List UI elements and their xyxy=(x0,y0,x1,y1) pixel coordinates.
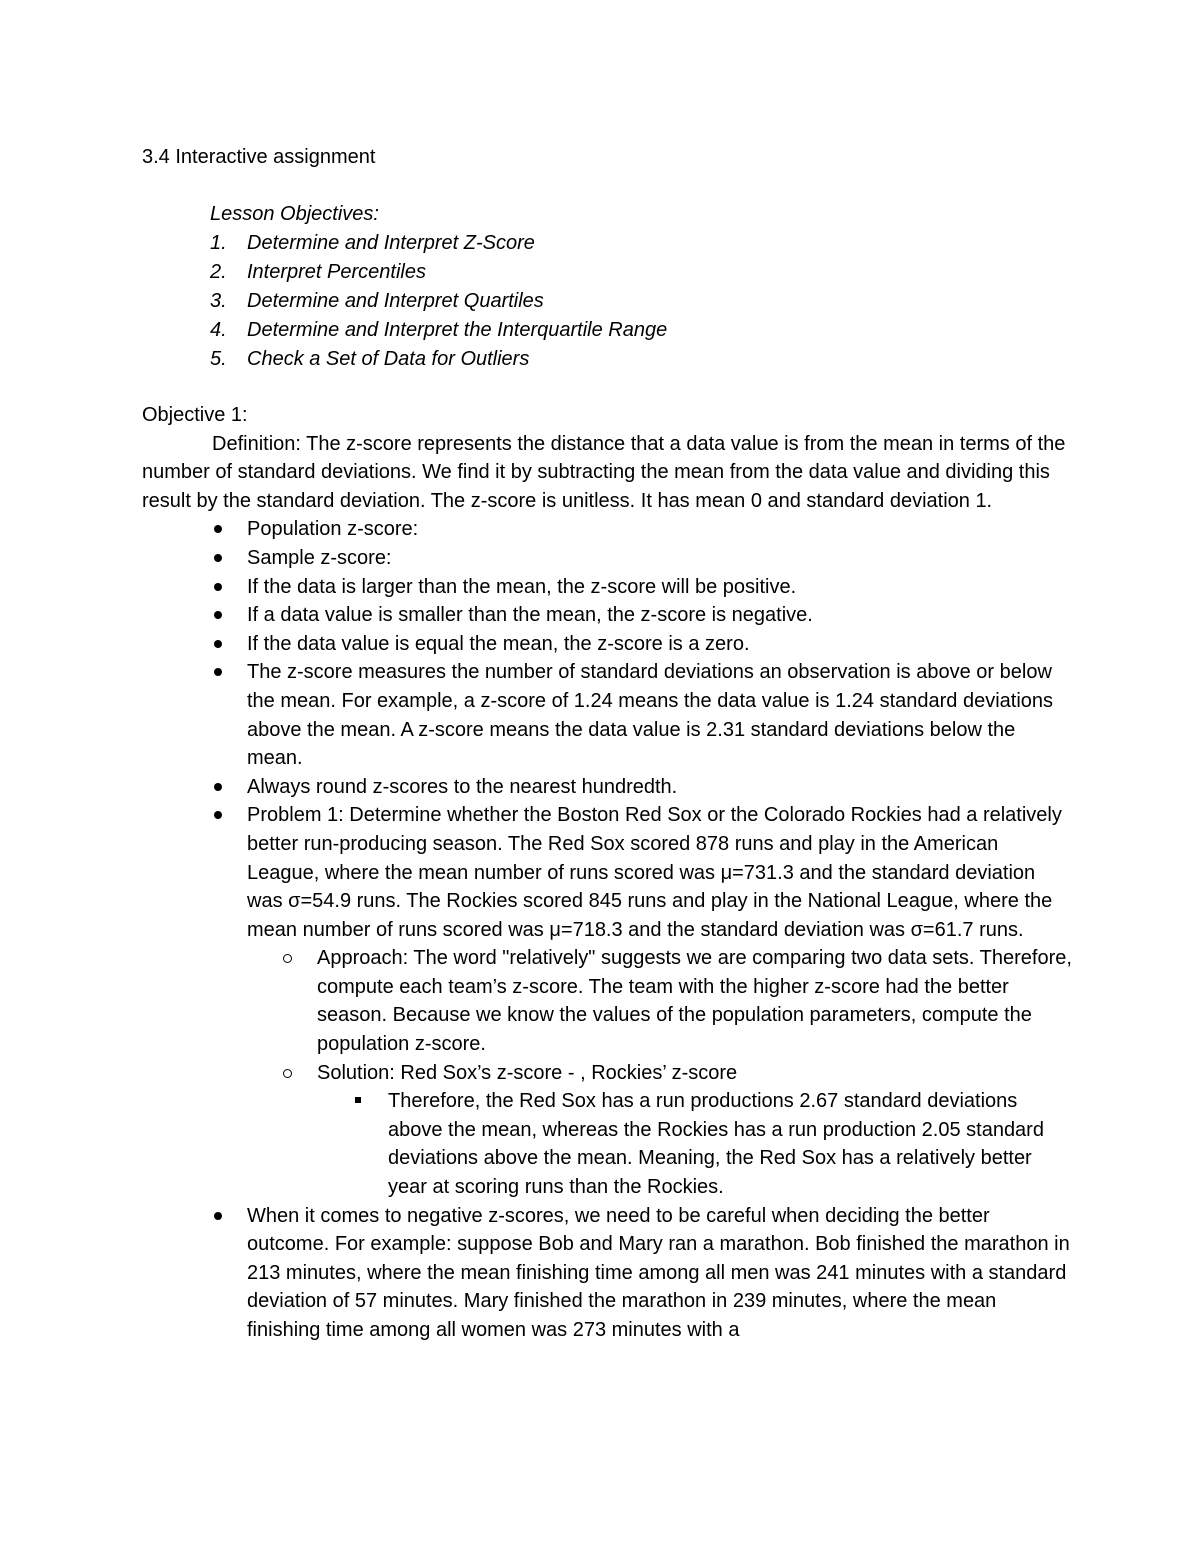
list-item xyxy=(317,944,1072,1058)
bullet-icon xyxy=(214,640,222,648)
bullet-icon xyxy=(214,554,222,562)
list-item xyxy=(247,515,1072,544)
list-item xyxy=(247,573,1072,602)
bullet-icon xyxy=(214,583,222,591)
list-item-number: 1. xyxy=(210,232,227,254)
list-item-number: 3. xyxy=(210,290,227,312)
document-title: 3.4 Interactive assignment xyxy=(142,146,376,168)
bullet-icon xyxy=(214,1212,222,1220)
list-item xyxy=(247,658,1072,772)
list-item-text: Interpret Percentiles xyxy=(247,261,426,283)
bullet-icon xyxy=(214,783,222,791)
solution-detail-text: Therefore, the Red Sox has a run productions 2.67 standard deviations above the mean, whereas the Rockies has a run production 2.05 standard deviations above the mean. Meaning, the Red Sox has a relatively better year at scoring runs than the Rockies. xyxy=(388,1090,1044,1199)
solution-text: Solution: Red Sox’s z-score - , Rockies’ z-score xyxy=(317,1061,738,1084)
list-item xyxy=(210,287,667,316)
list-item-text: Determine and Interpret Z-Score xyxy=(247,232,535,254)
list-item-text: Check a Set of Data for Outliers xyxy=(247,348,530,370)
list-item xyxy=(247,630,1072,659)
bullet-icon xyxy=(214,611,222,619)
bullet-icon xyxy=(214,525,222,533)
lesson-objectives-list xyxy=(210,229,667,374)
problem-1-text: Problem 1: Determine whether the Boston Red Sox or the Colorado Rockies had a relatively better run-producing season. The Red Sox scored 878 runs and play in the American League, where the mean number of runs scored was μ=731.3 and the standard deviation was σ=54.9 runs. The Rockies scored 845 runs and play in the National League, where the mean number of runs scored was μ=718.3 and the standard deviation was σ=61.7 runs. xyxy=(247,804,1062,941)
bullet-icon xyxy=(214,811,222,819)
circle-bullet-icon xyxy=(283,954,292,963)
objective-1-heading: Objective 1: xyxy=(142,404,248,426)
list-item xyxy=(388,1087,1072,1201)
objective-1-bullet-list xyxy=(142,515,1072,1344)
list-item-text: If the data is larger than the mean, the z-score will be positive. xyxy=(247,575,797,598)
list-item xyxy=(210,258,667,287)
list-item xyxy=(247,601,1072,630)
list-item xyxy=(247,801,1072,1201)
list-item-text: Always round z-scores to the nearest hundredth. xyxy=(247,775,678,798)
definition-paragraph: Definition: The z-score represents the distance that a data value is from the mean in terms of the number of standard deviations. We find it by subtracting the mean from the data value and dividing this result by the standard deviation. The z-score is unitless. It has mean 0 and standard deviation 1. xyxy=(142,432,1066,512)
bullet-icon xyxy=(214,668,222,676)
list-item-text: If a data value is smaller than the mean, the z-score is negative. xyxy=(247,604,813,627)
problem-1-sublist xyxy=(247,944,1072,1201)
lesson-objectives-heading: Lesson Objectives: xyxy=(210,203,379,225)
square-bullet-icon xyxy=(355,1097,361,1103)
lesson-objectives xyxy=(210,200,667,374)
list-item-text: Sample z-score: xyxy=(247,546,392,569)
list-item xyxy=(210,229,667,258)
solution-sublist xyxy=(317,1087,1072,1201)
list-item-number: 2. xyxy=(210,261,227,283)
list-item-text: The z-score measures the number of standard deviations an observation is above or below the mean. For example, a z-score of 1.24 means the data value is 1.24 standard deviations above the mean. A z-score means the data value is 2.31 standard deviations below the mean. xyxy=(247,661,1054,770)
approach-text: Approach: The word "relatively" suggests we are comparing two data sets. Therefore, compute each team’s z-score. The team with the higher z-score had the better season. Because we know the values of the population parameters, compute the population z-score. xyxy=(317,947,1072,1056)
list-item xyxy=(210,345,667,374)
list-item xyxy=(210,316,667,345)
list-item xyxy=(317,1059,1072,1202)
list-item-text: If the data value is equal the mean, the z-score is a zero. xyxy=(247,632,750,655)
objective-1-section xyxy=(142,401,1072,1345)
circle-bullet-icon xyxy=(283,1069,292,1078)
list-item-text: Determine and Interpret Quartiles xyxy=(247,290,544,312)
list-item xyxy=(247,544,1072,573)
list-item xyxy=(247,773,1072,802)
list-item-text: Population z-score: xyxy=(247,518,419,541)
list-item-number: 4. xyxy=(210,319,227,341)
negative-z-score-text: When it comes to negative z-scores, we need to be careful when deciding the better outcome. For example: suppose Bob and Mary ran a marathon. Bob finished the marathon in 213 minutes, where the mean finishing time among all men was 241 minutes with a standard deviation of 57 minutes. Mary finished the marathon in 239 minutes, where the mean finishing time among all women was 273 minutes with a xyxy=(247,1204,1070,1341)
list-item xyxy=(247,1202,1072,1345)
list-item-number: 5. xyxy=(210,348,227,370)
list-item-text: Determine and Interpret the Interquartile Range xyxy=(247,319,668,341)
